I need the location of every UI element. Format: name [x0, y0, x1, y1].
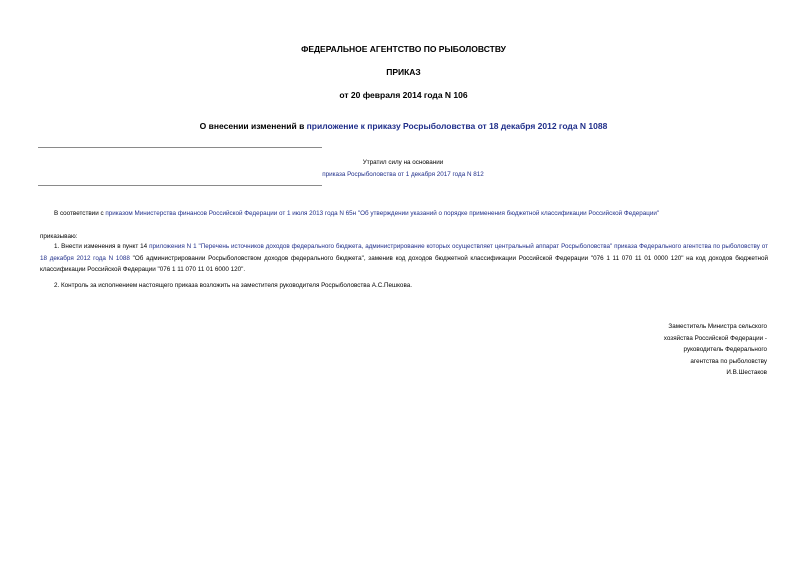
- preamble-link[interactable]: приказом Министерства финансов Российской Федерации от 1 июля 2013 года N 65н "Об утверждении указаний о порядке применения бюджетной классификации Российской Федерации": [105, 210, 660, 217]
- agency-name: ФЕДЕРАЛЬНОЕ АГЕНТСТВО ПО РЫБОЛОВСТВУ: [301, 44, 506, 54]
- document-type: ПРИКАЗ: [386, 67, 421, 77]
- item-1-link-order[interactable]: приказа Федерального агентства по рыболовству от 18 декабря 2012 года N 1088: [40, 243, 768, 262]
- preamble-paragraph: [54, 208, 774, 220]
- signature-block: [664, 321, 767, 379]
- item-1-appendix-title[interactable]: "Перечень источников доходов федерального бюджета, администрирование которых осуществляет центральный аппарат Росрыболовства": [196, 243, 615, 250]
- item-1-rest: "Об администрировании Росрыболовством доходов федерального бюджета", заменив код доходов бюджетной классификации Российской Федерации "076 1 11 070 11 01 0000 120" на код доходов бюджетной классификации Российской Федерации "076 1 11 070 11 01 6000 120".: [40, 254, 768, 273]
- status-note: [220, 157, 586, 181]
- item-1-link-appendix[interactable]: приложения N 1: [149, 243, 197, 250]
- item-1-prefix: 1. Внести изменения в пункт 14: [54, 243, 150, 250]
- document-subject: [0, 121, 807, 131]
- orders-word: приказываю:: [40, 233, 78, 240]
- preamble-prefix: В соответствии с: [54, 210, 106, 217]
- signature-name: И.В.Шестаков: [726, 369, 767, 376]
- item-2-paragraph: 2. Контроль за исполнением настоящего приказа возложить на заместителя руководителя Росрыболовства А.С.Пешкова.: [54, 282, 412, 289]
- subject-link[interactable]: приложение к приказу Росрыболовства от 18 декабря 2012 года N 1088: [306, 121, 608, 131]
- status-note-link[interactable]: приказа Росрыболовства от 1 декабря 2017 года N 812: [322, 171, 484, 178]
- status-note-text: Утратил силу на основании: [362, 159, 444, 166]
- signature-line-1: Заместитель Министра сельского: [668, 323, 767, 330]
- subject-prefix: О внесении изменений в: [199, 121, 307, 131]
- item-1-paragraph: [40, 241, 768, 276]
- signature-line-3: руководитель Федерального: [683, 346, 767, 353]
- divider-top: [38, 147, 322, 148]
- signature-line-4: агентства по рыболовству: [690, 357, 767, 365]
- signature-line-2: хозяйства Российской Федерации -: [663, 334, 767, 342]
- document-date-number: от 20 февраля 2014 года N 106: [339, 90, 468, 100]
- divider-bottom: [38, 185, 322, 186]
